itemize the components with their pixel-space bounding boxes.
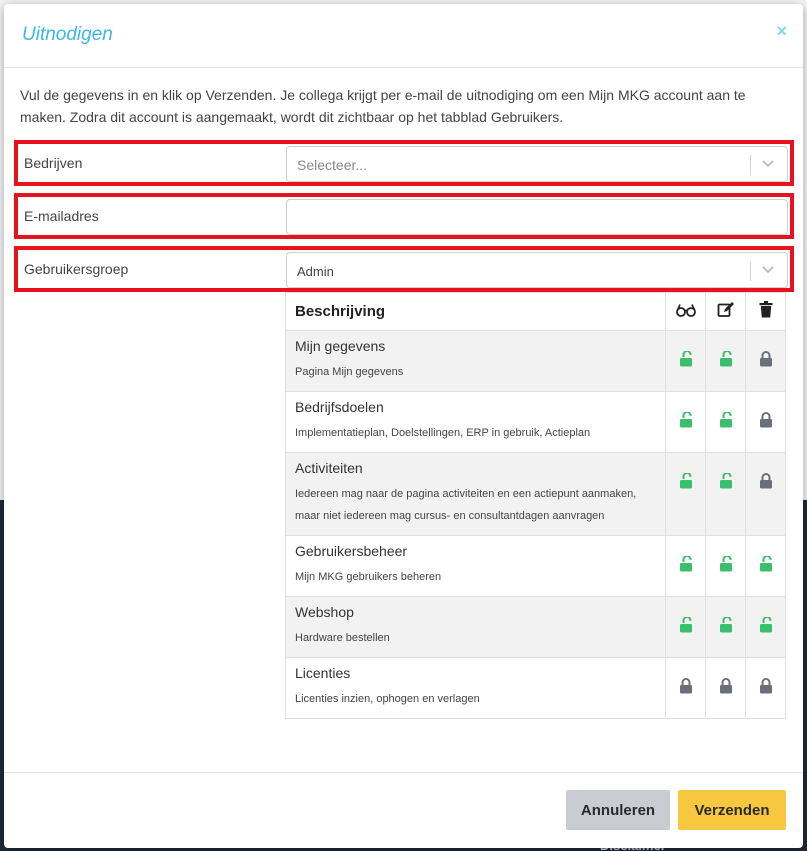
- description-header: Beschrijving: [286, 293, 666, 331]
- table-row: [286, 597, 786, 658]
- permission-cell-edit: [706, 658, 746, 719]
- permission-description: [286, 331, 666, 392]
- modal-title: Uitnodigen: [22, 24, 113, 45]
- permission-subtext: Licenties inzien, ophogen en verlagen: [295, 693, 480, 705]
- permission-description: [286, 658, 666, 719]
- permission-cell-delete: [746, 392, 786, 453]
- intro-text: Vul de gegevens in en klik op Verzenden. Je collega krijgt per e-mail de uitnodiging om een Mijn MKG account aan te maken. Zodra dit account is aangemaakt, wordt dit zichtbaar op het tabblad Gebruikers.: [20, 87, 746, 125]
- email-label: E-mailadres: [24, 208, 99, 224]
- company-select[interactable]: [286, 146, 788, 182]
- permissions-table: [285, 292, 786, 719]
- permission-subtext: Iedereen mag naar de pagina activiteiten en een actiepunt aanmaken,: [295, 488, 637, 500]
- unlocked-icon[interactable]: [719, 560, 733, 575]
- unlocked-icon[interactable]: [719, 621, 733, 636]
- permission-cell-view: [666, 597, 706, 658]
- permission-cell-view: [666, 392, 706, 453]
- permission-cell-delete: [746, 331, 786, 392]
- unlocked-icon[interactable]: [719, 355, 733, 370]
- delete-trash-icon: [746, 293, 786, 331]
- submit-button[interactable]: Verzenden: [678, 790, 786, 830]
- permission-description: [286, 536, 666, 597]
- edit-icon: [706, 293, 746, 331]
- permission-name: Gebruikersbeheer: [295, 543, 408, 559]
- permission-description: [286, 597, 666, 658]
- permission-cell-delete: [746, 597, 786, 658]
- table-row: [286, 658, 786, 719]
- lock-icon[interactable]: [759, 682, 773, 697]
- unlocked-icon[interactable]: [719, 477, 733, 492]
- permission-cell-edit: [706, 453, 746, 536]
- chevron-down-icon[interactable]: [761, 156, 775, 170]
- group-value: Admin: [297, 264, 334, 279]
- permission-cell-edit: [706, 392, 746, 453]
- permission-cell-delete: [746, 536, 786, 597]
- permission-cell-edit: [706, 536, 746, 597]
- permission-cell-view: [666, 658, 706, 719]
- table-row: [286, 536, 786, 597]
- table-row: [286, 392, 786, 453]
- permission-subtext: Mijn MKG gebruikers beheren: [295, 571, 442, 583]
- invite-modal: [4, 4, 803, 848]
- permission-name: Activiteiten: [295, 460, 363, 476]
- group-select[interactable]: [286, 252, 788, 288]
- unlocked-icon[interactable]: [679, 416, 693, 431]
- permission-cell-view: [666, 536, 706, 597]
- company-label: Bedrijven: [24, 155, 83, 171]
- company-row: [14, 140, 794, 186]
- unlocked-icon[interactable]: [679, 477, 693, 492]
- lock-icon[interactable]: [759, 477, 773, 492]
- select-separator: [750, 261, 751, 281]
- permission-cell-delete: [746, 658, 786, 719]
- permission-subtext: Implementatieplan, Doelstellingen, ERP in gebruik, Actieplan: [295, 427, 591, 439]
- permission-cell-edit: [706, 597, 746, 658]
- table-row: [286, 331, 786, 392]
- group-row: [14, 246, 794, 292]
- unlocked-icon[interactable]: [759, 621, 773, 636]
- lock-icon[interactable]: [759, 355, 773, 370]
- lock-icon[interactable]: [679, 682, 693, 697]
- permission-subtext: maar niet iedereen mag cursus- en consultantdagen aanvragen: [295, 510, 605, 522]
- select-separator: [750, 155, 751, 175]
- permission-name: Webshop: [295, 604, 354, 620]
- permission-description: [286, 392, 666, 453]
- lock-icon[interactable]: [719, 682, 733, 697]
- close-icon[interactable]: ×: [776, 21, 787, 41]
- lock-icon[interactable]: [759, 416, 773, 431]
- permission-name: Licenties: [295, 665, 351, 681]
- permission-description: [286, 453, 666, 536]
- permission-subtext: Hardware bestellen: [295, 632, 390, 644]
- email-row: [14, 193, 794, 239]
- unlocked-icon[interactable]: [679, 355, 693, 370]
- permission-name: Bedrijfsdoelen: [295, 399, 384, 415]
- chevron-down-icon[interactable]: [761, 262, 775, 276]
- view-glasses-icon: [666, 293, 706, 331]
- permission-subtext: Pagina Mijn gegevens: [295, 366, 404, 378]
- permission-name: Mijn gegevens: [295, 338, 386, 354]
- unlocked-icon[interactable]: [719, 416, 733, 431]
- unlocked-icon[interactable]: [679, 621, 693, 636]
- unlocked-icon[interactable]: [759, 560, 773, 575]
- permission-cell-edit: [706, 331, 746, 392]
- company-placeholder: Selecteer...: [297, 157, 368, 173]
- unlocked-icon[interactable]: [679, 560, 693, 575]
- table-header-row: [286, 293, 786, 331]
- permission-cell-view: [666, 453, 706, 536]
- group-label: Gebruikersgroep: [24, 261, 129, 277]
- table-row: [286, 453, 786, 536]
- cancel-button[interactable]: Annuleren: [566, 790, 670, 830]
- email-field[interactable]: [286, 199, 788, 235]
- permission-cell-view: [666, 331, 706, 392]
- permission-cell-delete: [746, 453, 786, 536]
- modal-footer: [4, 772, 803, 848]
- modal-header: [4, 4, 803, 68]
